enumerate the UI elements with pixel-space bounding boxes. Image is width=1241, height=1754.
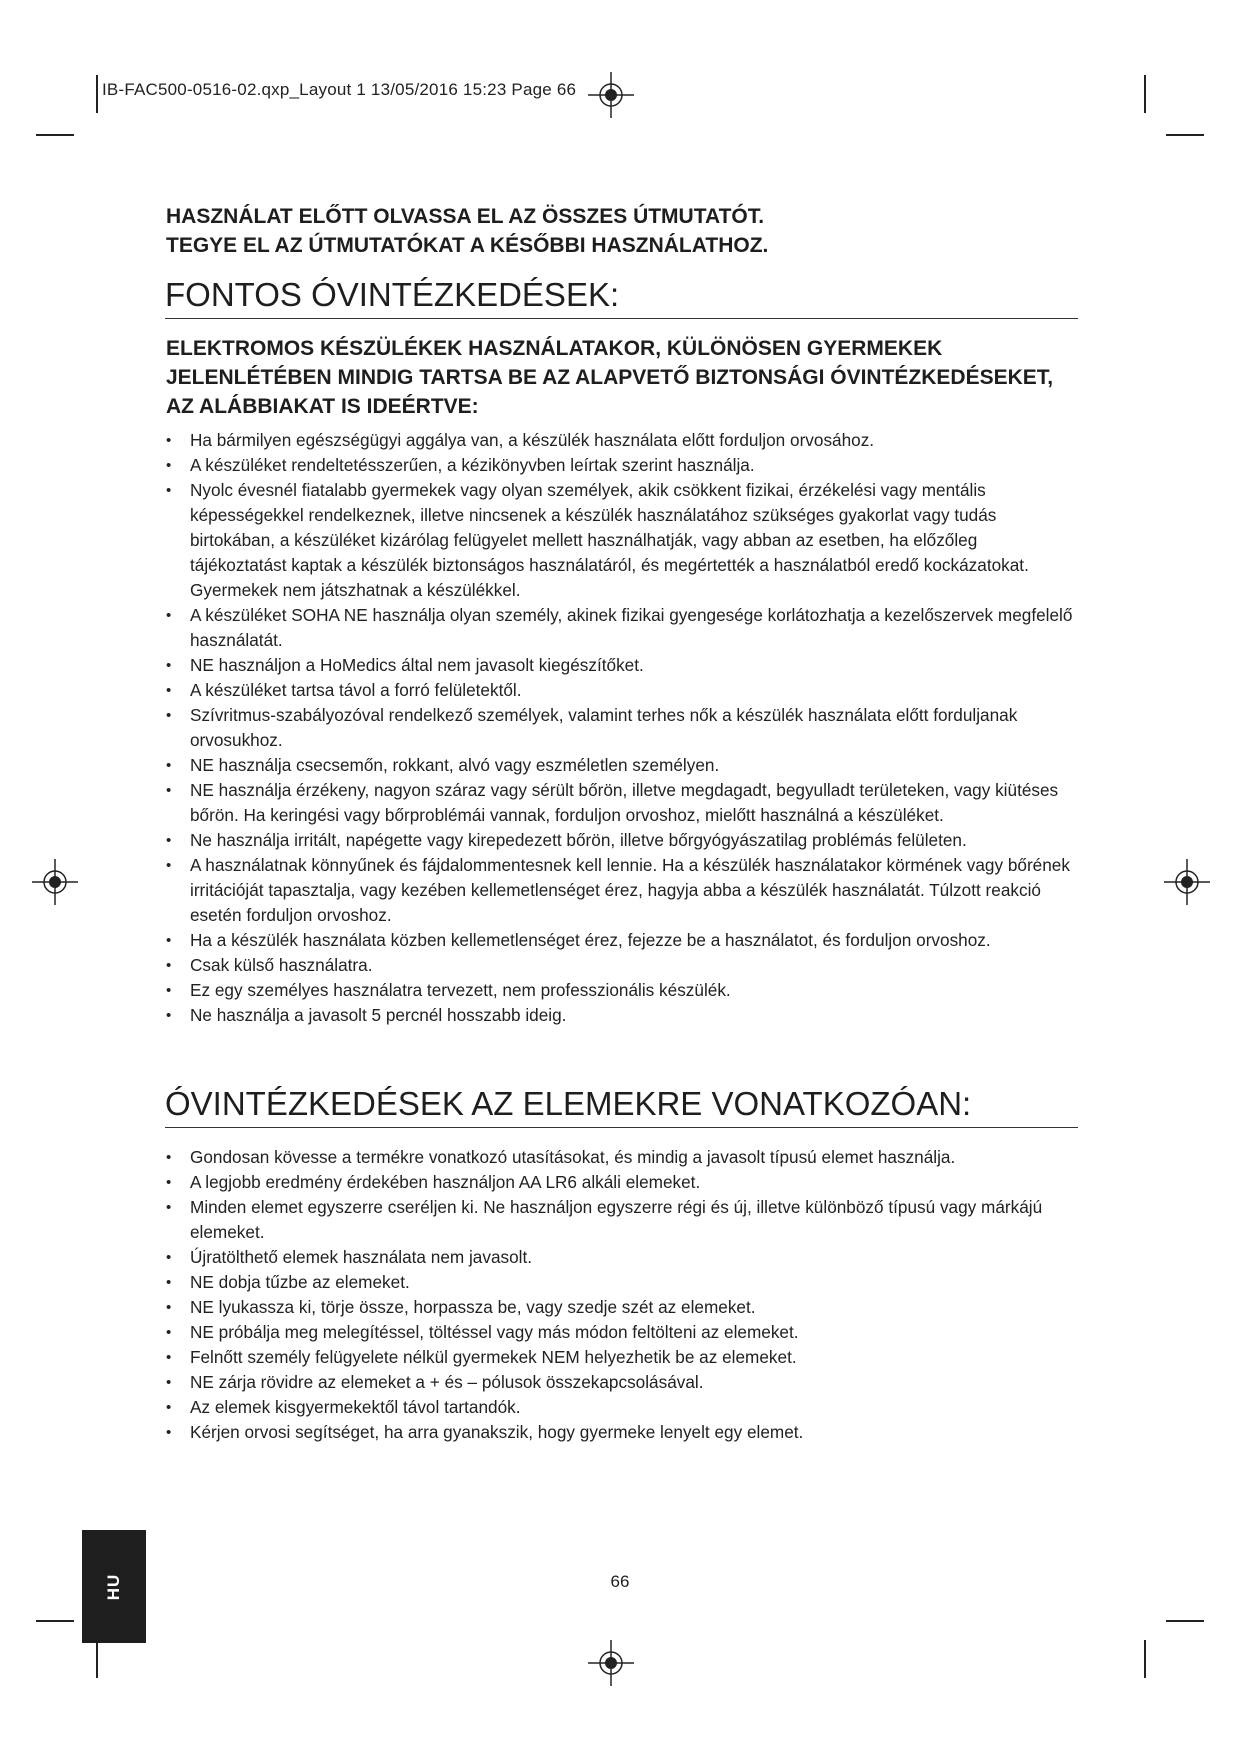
list-item: • NE használja csecsemőn, rokkant, alvó vagy eszméletlen személyen. — [166, 753, 1078, 778]
list-item: • Ez egy személyes használatra tervezett, nem professzionális készülék. — [166, 978, 1078, 1003]
list-item: • Kérjen orvosi segítséget, ha arra gyanakszik, hogy gyermeke lenyelt egy elemet. — [166, 1420, 1078, 1445]
section-title-battery-safeguards: ÓVINTÉZKEDÉSEK AZ ELEMEKRE VONATKOZÓAN: — [165, 1085, 1078, 1128]
registration-mark-icon — [588, 72, 634, 118]
section-title-important-safeguards: FONTOS ÓVINTÉZKEDÉSEK: — [165, 276, 1078, 319]
list-item: • Gondosan kövesse a termékre vonatkozó utasításokat, és mindig a javasolt típusú elemet használja. — [166, 1145, 1078, 1170]
list-item: • Szívritmus-szabályozóval rendelkező személyek, valamint terhes nők a készülék használata előtt forduljanak orvosukhoz. — [166, 703, 1078, 753]
language-tab-label: HU — [104, 1573, 123, 1600]
safety-list — [166, 428, 1078, 1028]
section-subheading: ELEKTROMOS KÉSZÜLÉKEK HASZNÁLATAKOR, KÜLÖNÖSEN GYERMEKEK JELENLÉTÉBEN MINDIG TARTSA BE AZ ALAPVETŐ BIZTONSÁGI ÓVINTÉZKEDÉSEKET, AZ ALÁBBIAKAT IS IDEÉRTVE: — [166, 337, 1054, 418]
list-item: • A készüléket SOHA NE használja olyan személy, akinek fizikai gyengesége korlátozhatja a kezelőszervek megfelelő használatát. — [166, 603, 1078, 653]
list-item: • Ne használja irritált, napégette vagy kirepedezett bőrön, illetve bőrgyógyászatilag problémás felületen. — [166, 828, 1078, 853]
list-item: • Minden elemet egyszerre cseréljen ki. Ne használjon egyszerre régi és új, illetve különböző típusú vagy márkájú elemeket. — [166, 1195, 1078, 1245]
intro-line-1: HASZNÁLAT ELŐTT OLVASSA EL AZ ÖSSZES ÚTMUTATÓT. — [166, 205, 765, 228]
crop-mark-top-right-vertical — [1144, 75, 1146, 113]
crop-mark-top-left-horizontal — [36, 134, 74, 136]
list-item: • Újratölthető elemek használata nem javasolt. — [166, 1245, 1078, 1270]
crop-mark-bottom-left-horizontal — [36, 1620, 74, 1622]
list-item: • NE próbálja meg melegítéssel, töltéssel vagy más módon feltölteni az elemeket. — [166, 1320, 1078, 1345]
crop-mark-bottom-right-vertical — [1144, 1640, 1146, 1678]
list-item: • Csak külső használatra. — [166, 953, 1078, 978]
list-item: • Ha a készülék használata közben kellemetlenséget érez, fejezze be a használatot, és forduljon orvoshoz. — [166, 928, 1078, 953]
intro-line-2: TEGYE EL AZ ÚTMUTATÓKAT A KÉSŐBBI HASZNÁLATHOZ. — [166, 234, 769, 257]
list-item: • Felnőtt személy felügyelete nélkül gyermekek NEM helyezhetik be az elemeket. — [166, 1345, 1078, 1370]
list-item: • Nyolc évesnél fiatalabb gyermekek vagy olyan személyek, akik csökkent fizikai, érzékelési vagy mentális képességekkel rendelkeznek, illetve nincsenek a készülék használatához szükséges gyakorlat vagy tudás birtokában, a készüléket kizárólag felügyelet mellett használhatják, vagy abban az esetben, ha előzőleg tájékoztatást kaptak a készülék biztonságos használatáról, és megértették a használatból eredő kockázatokat. Gyermekek nem játszhatnak a készülékkel. — [166, 478, 1078, 603]
list-item: • A használatnak könnyűnek és fájdalommentesnek kell lennie. Ha a készülék használatakor körmének vagy bőrének irritációját tapasztalja, vagy kezében kellemetlenséget érez, hagyja abba a készülék használatát. Túlzott reakció esetén forduljon orvoshoz. — [166, 853, 1078, 928]
battery-list — [166, 1145, 1078, 1445]
list-item: • A készüléket rendeltetésszerűen, a kézikönyvben leírtak szerint használja. — [166, 453, 1078, 478]
list-item: • NE használjon a HoMedics által nem javasolt kiegészítőket. — [166, 653, 1078, 678]
list-item: • A legjobb eredmény érdekében használjon AA LR6 alkáli elemeket. — [166, 1170, 1078, 1195]
crop-mark-bottom-right-horizontal — [1166, 1620, 1204, 1622]
list-item: • NE zárja rövidre az elemeket a + és – pólusok összekapcsolásával. — [166, 1370, 1078, 1395]
list-item: • NE használja érzékeny, nagyon száraz vagy sérült bőrön, illetve megdagadt, begyulladt területeken, vagy kiütéses bőrön. Ha keringési vagy bőrproblémái vannak, forduljon orvoshoz, mielőtt használná a készüléket. — [166, 778, 1078, 828]
registration-mark-icon — [32, 859, 78, 905]
page-number: 66 — [610, 1572, 630, 1591]
crop-mark-top-right-horizontal — [1166, 134, 1204, 136]
crop-mark-bottom-left-vertical — [96, 1640, 98, 1678]
list-item: • Ha bármilyen egészségügyi aggálya van, a készülék használata előtt forduljon orvosához. — [166, 428, 1078, 453]
list-item: • NE dobja tűzbe az elemeket. — [166, 1270, 1078, 1295]
intro-notice — [166, 202, 1086, 260]
list-item: • Az elemek kisgyermekektől távol tartandók. — [166, 1395, 1078, 1420]
registration-mark-icon — [1164, 859, 1210, 905]
list-item: • A készüléket tartsa távol a forró felületektől. — [166, 678, 1078, 703]
language-tab — [82, 1530, 146, 1643]
print-slug: IB-FAC500-0516-02.qxp_Layout 1 13/05/2016 15:23 Page 66 — [102, 80, 577, 99]
list-item: • Ne használja a javasolt 5 percnél hosszabb ideig. — [166, 1003, 1078, 1028]
list-item: • NE lyukassza ki, törje össze, horpassza be, vagy szedje szét az elemeket. — [166, 1295, 1078, 1320]
crop-mark-top-left-vertical — [96, 75, 98, 113]
registration-mark-icon — [588, 1640, 634, 1686]
